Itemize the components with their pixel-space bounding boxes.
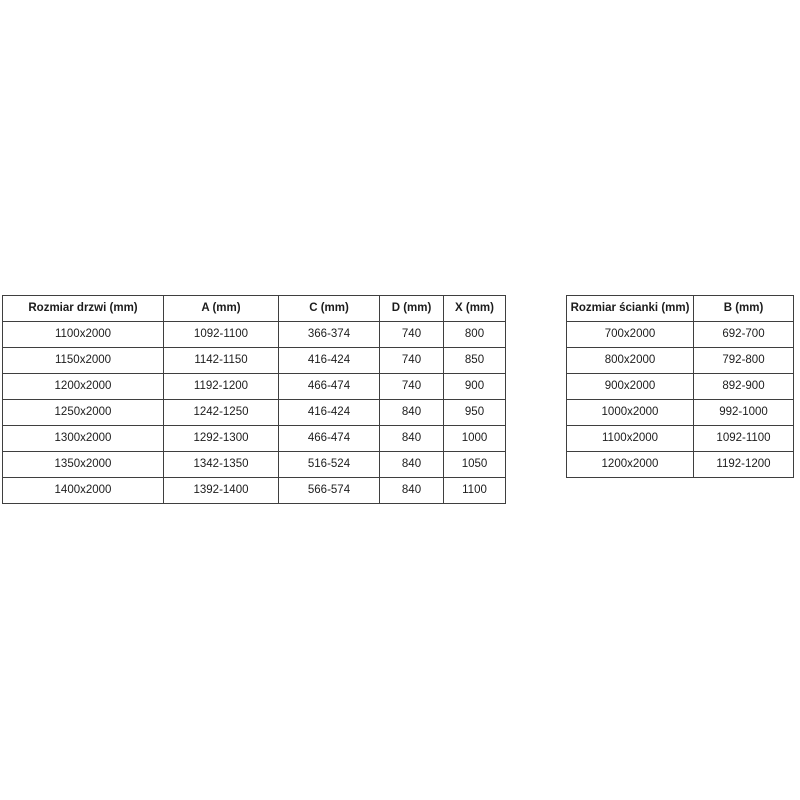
column-header: A (mm) [164,296,279,322]
table-cell: 1342-1350 [164,452,279,478]
door-dimensions-table-container [2,295,505,504]
table-cell: 692-700 [694,322,794,348]
wall-dimensions-table [566,295,794,478]
table-cell: 416-424 [279,400,380,426]
table-cell: 840 [380,400,444,426]
door-table-header [3,296,506,322]
table-cell: 1100x2000 [3,322,164,348]
table-row [567,374,794,400]
door-dimensions-table [2,295,506,504]
column-header: Rozmiar ścianki (mm) [567,296,694,322]
table-row [567,426,794,452]
table-cell: 466-474 [279,426,380,452]
table-row [3,374,506,400]
table-cell: 740 [380,374,444,400]
table-cell: 1092-1100 [694,426,794,452]
table-cell: 1000x2000 [567,400,694,426]
table-cell: 700x2000 [567,322,694,348]
table-cell: 740 [380,348,444,374]
wall-dimensions-table-container [566,295,793,478]
table-cell: 992-1000 [694,400,794,426]
wall-table-header [567,296,794,322]
table-cell: 840 [380,452,444,478]
table-cell: 1392-1400 [164,478,279,504]
column-header: D (mm) [380,296,444,322]
wall-table-header-row [567,296,794,322]
table-cell: 1300x2000 [3,426,164,452]
table-cell: 1192-1200 [694,452,794,478]
table-row [567,322,794,348]
table-row [567,452,794,478]
table-cell: 366-374 [279,322,380,348]
table-cell: 900x2000 [567,374,694,400]
table-row [3,478,506,504]
table-cell: 466-474 [279,374,380,400]
table-cell: 1350x2000 [3,452,164,478]
column-header: X (mm) [444,296,506,322]
column-header: Rozmiar drzwi (mm) [3,296,164,322]
table-cell: 1000 [444,426,506,452]
table-cell: 800x2000 [567,348,694,374]
table-cell: 1150x2000 [3,348,164,374]
table-row [567,400,794,426]
table-cell: 1200x2000 [3,374,164,400]
wall-table-body [567,322,794,478]
table-cell: 1200x2000 [567,452,694,478]
table-cell: 850 [444,348,506,374]
table-cell: 892-900 [694,374,794,400]
table-cell: 416-424 [279,348,380,374]
table-cell: 1100x2000 [567,426,694,452]
door-table-header-row [3,296,506,322]
table-cell: 950 [444,400,506,426]
table-cell: 1142-1150 [164,348,279,374]
table-cell: 740 [380,322,444,348]
table-row [3,322,506,348]
table-cell: 1250x2000 [3,400,164,426]
table-row [3,348,506,374]
table-cell: 1400x2000 [3,478,164,504]
table-cell: 516-524 [279,452,380,478]
table-cell: 840 [380,478,444,504]
table-cell: 840 [380,426,444,452]
table-cell: 1092-1100 [164,322,279,348]
table-cell: 792-800 [694,348,794,374]
table-cell: 800 [444,322,506,348]
table-cell: 566-574 [279,478,380,504]
table-cell: 1242-1250 [164,400,279,426]
table-row [567,348,794,374]
table-cell: 900 [444,374,506,400]
table-cell: 1050 [444,452,506,478]
column-header: C (mm) [279,296,380,322]
door-table-body [3,322,506,504]
table-cell: 1192-1200 [164,374,279,400]
column-header: B (mm) [694,296,794,322]
table-row [3,400,506,426]
table-row [3,452,506,478]
table-cell: 1100 [444,478,506,504]
table-row [3,426,506,452]
table-cell: 1292-1300 [164,426,279,452]
